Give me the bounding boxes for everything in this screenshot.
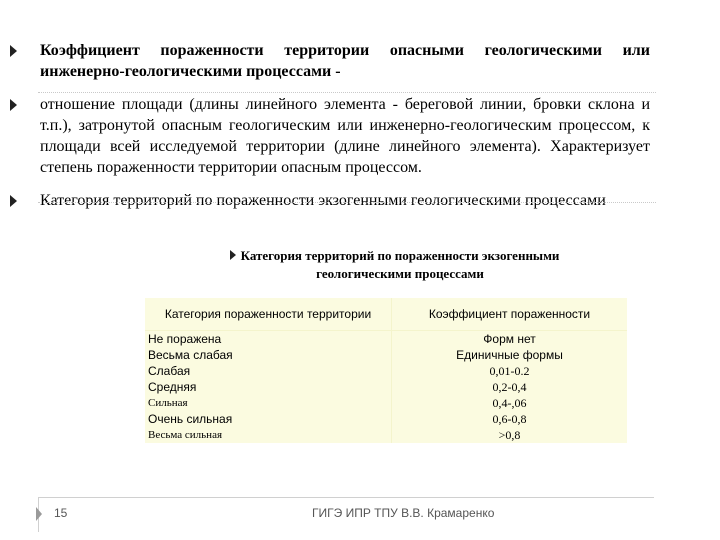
bullet-text: Коэффициент пораженности территории опасными геологическими или инженерно-геологическими процессами -	[40, 42, 650, 80]
bullet-category-heading	[10, 190, 650, 211]
bullet-definition-term	[10, 40, 650, 82]
table-row	[145, 427, 627, 443]
bullet-text: отношение площади (длины линейного элемента - береговой линии, бровки склона и т.п.), затронутой опасным геологическим или инженерно-геологическим процессом, к площади всей исследуемой территории (длине линейного элемента). Характеризует степень пораженности территории опасным процессом.	[40, 96, 650, 176]
cell-category: Весьма сильная	[145, 427, 392, 443]
table-row	[145, 331, 627, 348]
divider	[38, 202, 656, 203]
cell-category: Сильная	[145, 395, 392, 411]
footer-divider	[38, 497, 654, 498]
table-row	[145, 411, 627, 427]
cell-coefficient: 0,01-0.2	[489, 364, 530, 378]
bullet-arrow-icon	[10, 45, 17, 57]
cell-coefficient: Единичные формы	[456, 348, 563, 362]
bullet-definition-body	[10, 94, 650, 178]
cell-category: Слабая	[145, 363, 392, 379]
cell-coefficient: 0,2-0,4	[492, 380, 527, 394]
cell-coefficient: Форм нет	[483, 332, 536, 346]
bullet-arrow-icon	[230, 250, 236, 260]
table-caption	[230, 247, 570, 283]
divider	[38, 92, 656, 93]
bullet-list	[10, 40, 650, 211]
table-header-row	[145, 298, 627, 331]
cell-coefficient: 0,6-0,8	[492, 412, 527, 426]
chevron-right-icon	[36, 507, 42, 521]
cell-coefficient: 0,4-,06	[492, 396, 527, 410]
table-row	[145, 379, 627, 395]
cell-category: Средняя	[145, 379, 392, 395]
table-row	[145, 347, 627, 363]
header-coefficient: Коэффициент пораженности	[392, 298, 628, 331]
bullet-text: Категория территорий по пораженности экзогенными геологическими процессами	[40, 192, 606, 209]
table-row	[145, 395, 627, 411]
category-table	[145, 298, 627, 443]
cell-coefficient: >0,8	[498, 428, 521, 442]
cell-category: Очень сильная	[145, 411, 392, 427]
cell-category: Не поражена	[145, 331, 392, 348]
bullet-arrow-icon	[10, 99, 17, 111]
page-number: 15	[54, 506, 68, 520]
table-caption-text: Категория территорий по пораженности экзогенными геологическими процессами	[240, 248, 560, 281]
cell-category: Весьма слабая	[145, 347, 392, 363]
table-row	[145, 363, 627, 379]
bullet-arrow-icon	[10, 195, 17, 207]
header-category: Категория пораженности территории	[145, 298, 392, 331]
footer-author: ГИГЭ ИПР ТПУ В.В. Крамаренко	[312, 506, 495, 520]
